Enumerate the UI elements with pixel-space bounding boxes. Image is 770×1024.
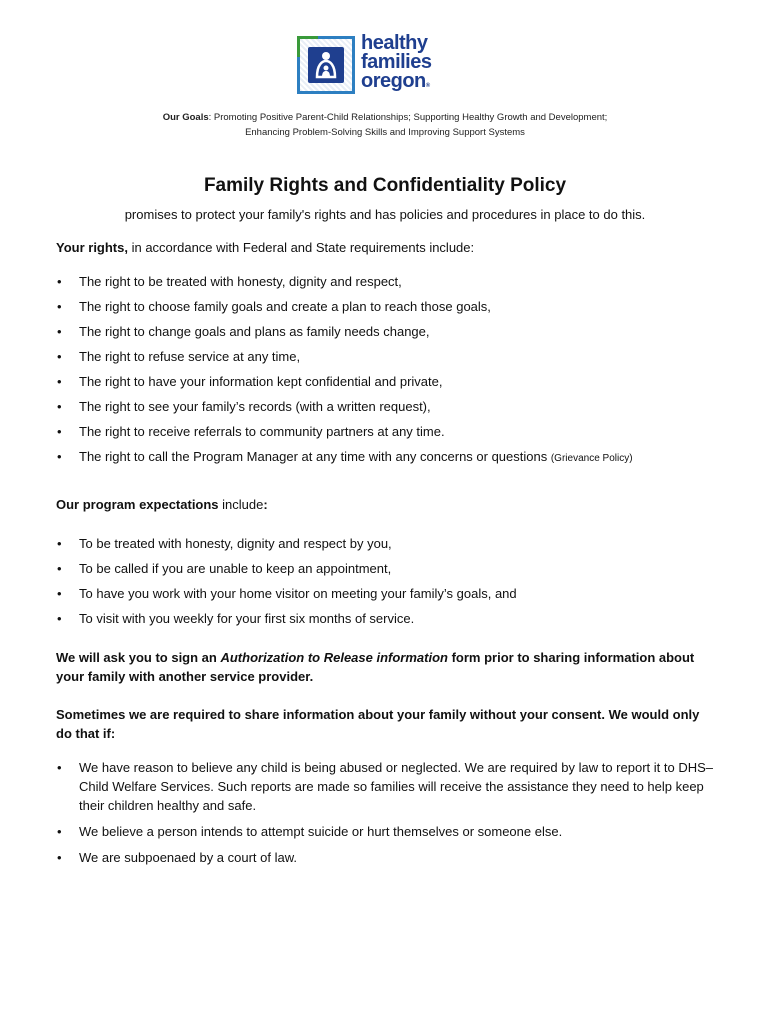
list-item: • The right to have your information kept confidential and private, [56,372,716,391]
expectations-intro-colon: : [263,497,268,512]
page-title: Family Rights and Confidentiality Policy [203,175,567,196]
list-item: • To be called if you are unable to keep an appointment, [56,559,716,578]
list-item-text: The right to call the Program Manager at any time with any concerns or questions [79,449,551,464]
list-item: • The right to refuse service at any time, [56,347,716,366]
logo-wordmark [361,34,431,96]
grievance-policy-note: (Grievance Policy) [550,453,633,464]
list-item: • To visit with you weekly for your first six months of service. [56,609,716,628]
registered-mark: ® [425,83,430,89]
list-item: • The right to be treated with honesty, dignity and respect, [56,272,716,291]
authorization-part-1: We will ask you to sign an [56,650,221,665]
list-item [56,447,716,468]
list-item: • The right to see your family’s records (with a written request), [56,397,716,416]
expectations-list [56,534,716,628]
rights-intro-rest: in accordance with Federal and State requirements include: [127,240,475,255]
healthy-families-oregon-logo [297,33,457,97]
goals-label: Our Goals [162,112,209,123]
expectations-intro-bold: Our program expectations [56,497,219,512]
goals-line-1: : Promoting Positive Parent-Child Relationships; Supporting Healthy Growth and Development; [208,112,608,123]
rights-intro-bold: Your rights, [56,240,128,255]
list-item: • We believe a person intends to attempt suicide or hurt themselves or someone else. [56,822,716,841]
list-item: • To be treated with honesty, dignity and respect by you, [56,534,716,553]
page-subtitle: promises to protect your family's rights and has policies and procedures in place to do this. [124,207,646,222]
authorization-part-2: form prior to sharing information about your family with another service provider. [56,650,695,684]
rights-intro [56,238,716,257]
goals-statement [0,110,770,140]
goals-line-2: Enhancing Problem-Solving Skills and Improving Support Systems [245,127,525,138]
list-item: • We have reason to believe any child is being abused or neglected. We are required by law to report it to DHS–Child Welfare Services. Such reports are made so families will receive the assistance they need to help keep their children healthy and safe. [56,758,716,815]
expectations-intro [56,495,716,514]
rights-list [56,272,716,468]
list-item: • The right to change goals and plans as family needs change, [56,322,716,341]
logo-line-2: families [361,51,432,73]
consent-heading: Sometimes we are required to share information about your family without your consent. We would only do that if: [56,707,700,741]
authorization-notice [56,648,716,686]
logo-line-3: oregon [361,70,426,92]
consent-conditions-list [56,758,716,867]
expectations-intro-rest: include [218,497,264,512]
list-item: • The right to receive referrals to community partners at any time. [56,422,716,441]
list-item: • To have you work with your home visitor on meeting your family’s goals, and [56,584,716,603]
family-emblem-icon [297,36,355,94]
logo-line-1: healthy [361,32,428,54]
authorization-form-name: Authorization to Release information [220,650,448,665]
list-item: • The right to choose family goals and create a plan to reach those goals, [56,297,716,316]
list-item: • We are subpoenaed by a court of law. [56,848,716,867]
